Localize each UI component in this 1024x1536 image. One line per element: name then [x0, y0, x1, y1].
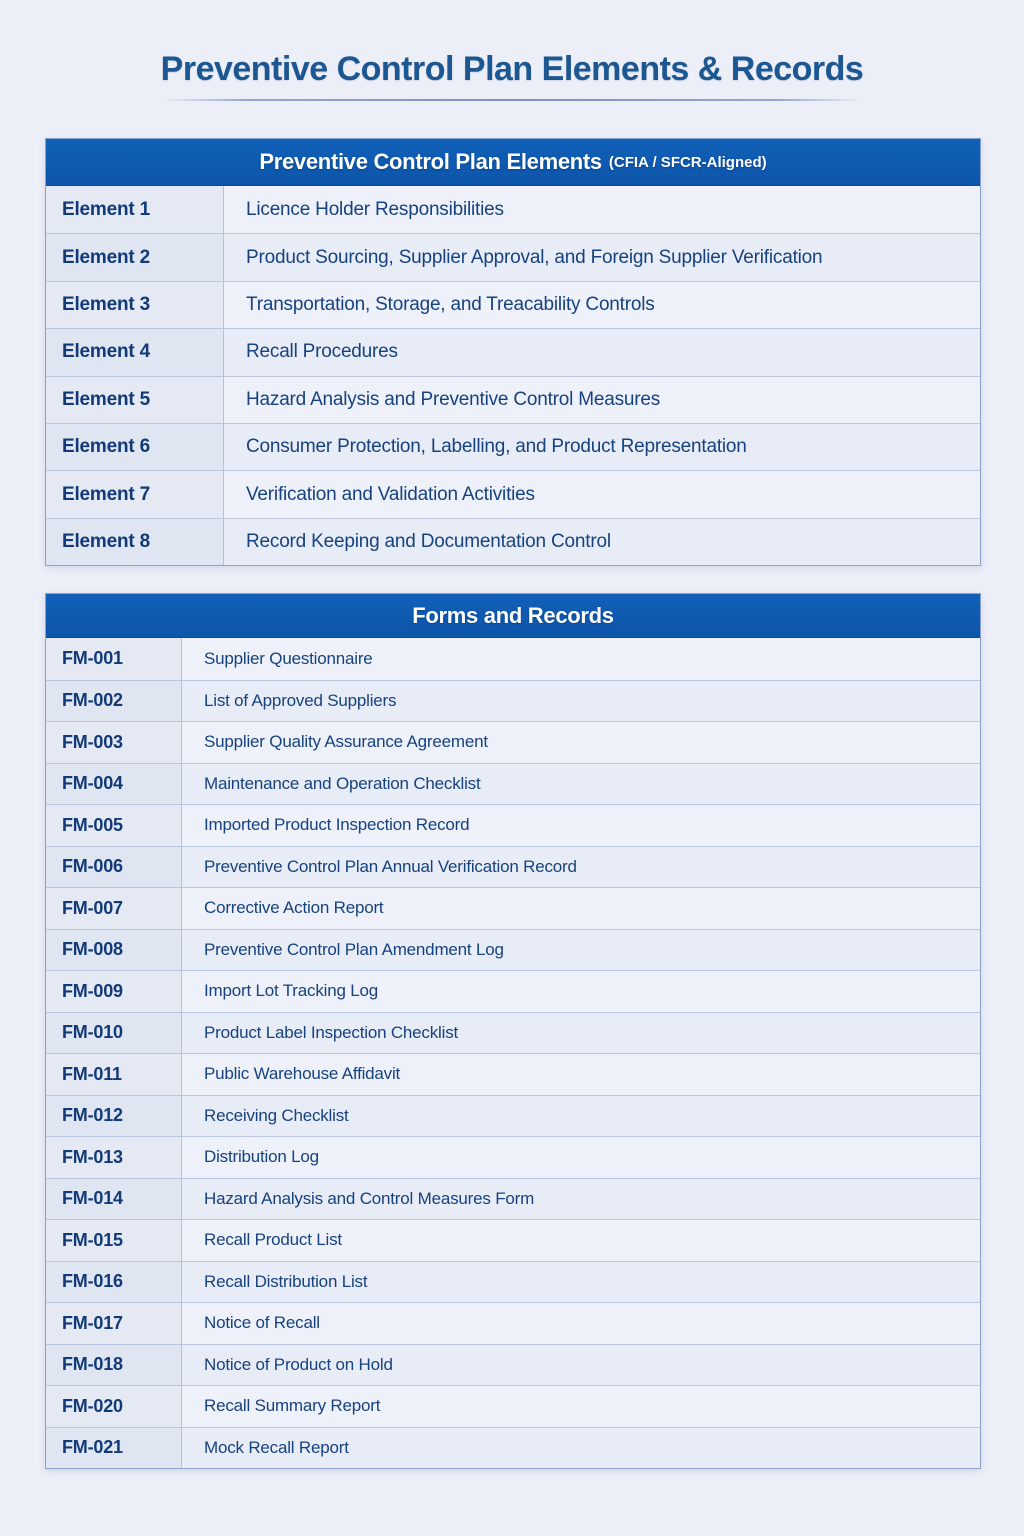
row-label: FM-020: [46, 1386, 182, 1427]
table-row: [46, 1261, 980, 1303]
row-description: Consumer Protection, Labelling, and Product Representation: [224, 424, 980, 470]
table-row: [46, 887, 980, 929]
table-row: [46, 1427, 980, 1469]
table-row: [46, 376, 980, 423]
row-label: FM-012: [46, 1096, 182, 1137]
row-label: Element 7: [46, 471, 224, 517]
row-label: FM-021: [46, 1428, 182, 1469]
row-description: Import Lot Tracking Log: [182, 971, 980, 1012]
elements-table-title: Preventive Control Plan Elements: [259, 149, 602, 174]
row-description: Preventive Control Plan Amendment Log: [182, 930, 980, 971]
row-label: Element 6: [46, 424, 224, 470]
table-row: [46, 763, 980, 805]
table-row: [46, 680, 980, 722]
row-label: Element 5: [46, 377, 224, 423]
row-label: FM-007: [46, 888, 182, 929]
row-description: Hazard Analysis and Control Measures Form: [182, 1179, 980, 1220]
table-row: [46, 638, 980, 680]
row-description: List of Approved Suppliers: [182, 681, 980, 722]
row-description: Public Warehouse Affidavit: [182, 1054, 980, 1095]
table-row: [46, 804, 980, 846]
row-description: Product Sourcing, Supplier Approval, and Foreign Supplier Verification: [224, 234, 980, 280]
table-row: [46, 423, 980, 470]
table-row: [46, 1012, 980, 1054]
table-row: [46, 518, 980, 565]
row-description: Imported Product Inspection Record: [182, 805, 980, 846]
row-description: Notice of Product on Hold: [182, 1345, 980, 1386]
elements-table-subtitle: (CFIA / SFCR-Aligned): [608, 153, 767, 171]
row-label: FM-003: [46, 722, 182, 763]
row-label: Element 1: [46, 186, 224, 233]
row-description: Transportation, Storage, and Treacability Controls: [224, 282, 980, 328]
row-label: FM-011: [46, 1054, 182, 1095]
elements-table: [45, 138, 981, 566]
row-label: FM-013: [46, 1137, 182, 1178]
row-description: Distribution Log: [182, 1137, 980, 1178]
table-row: [46, 1095, 980, 1137]
row-label: FM-010: [46, 1013, 182, 1054]
row-label: FM-002: [46, 681, 182, 722]
row-label: FM-009: [46, 971, 182, 1012]
row-description: Preventive Control Plan Annual Verification Record: [182, 847, 980, 888]
table-row: [46, 1385, 980, 1427]
row-label: FM-004: [46, 764, 182, 805]
row-description: Notice of Recall: [182, 1303, 980, 1344]
row-description: Corrective Action Report: [182, 888, 980, 929]
row-label: FM-018: [46, 1345, 182, 1386]
title-divider: [162, 99, 862, 101]
row-description: Mock Recall Report: [182, 1428, 980, 1469]
row-label: FM-016: [46, 1262, 182, 1303]
table-row: [46, 1178, 980, 1220]
row-label: FM-017: [46, 1303, 182, 1344]
row-description: Recall Summary Report: [182, 1386, 980, 1427]
table-row: [46, 328, 980, 375]
row-description: Licence Holder Responsibilities: [224, 186, 980, 233]
table-row: [46, 470, 980, 517]
row-description: Record Keeping and Documentation Control: [224, 519, 980, 565]
row-label: Element 8: [46, 519, 224, 565]
row-label: FM-005: [46, 805, 182, 846]
row-label: Element 2: [46, 234, 224, 280]
row-description: Supplier Quality Assurance Agreement: [182, 722, 980, 763]
row-description: Hazard Analysis and Preventive Control Measures: [224, 377, 980, 423]
forms-table: [45, 593, 981, 1469]
elements-table-body: [46, 186, 980, 565]
table-row: [46, 1136, 980, 1178]
forms-table-body: [46, 638, 980, 1468]
table-row: [46, 1219, 980, 1261]
row-label: FM-006: [46, 847, 182, 888]
table-row: [46, 186, 980, 233]
row-description: Receiving Checklist: [182, 1096, 980, 1137]
forms-table-title: Forms and Records: [412, 602, 614, 628]
row-description: Recall Product List: [182, 1220, 980, 1261]
table-row: [46, 281, 980, 328]
row-description: Maintenance and Operation Checklist: [182, 764, 980, 805]
row-description: Supplier Questionnaire: [182, 638, 980, 680]
table-row: [46, 721, 980, 763]
row-label: FM-015: [46, 1220, 182, 1261]
table-row: [46, 233, 980, 280]
row-description: Recall Procedures: [224, 329, 980, 375]
row-label: FM-008: [46, 930, 182, 971]
table-row: [46, 1344, 980, 1386]
row-label: FM-001: [46, 638, 182, 680]
row-label: Element 3: [46, 282, 224, 328]
table-row: [46, 1053, 980, 1095]
page-title: Preventive Control Plan Elements & Records: [160, 50, 864, 88]
row-description: Recall Distribution List: [182, 1262, 980, 1303]
table-row: [46, 846, 980, 888]
table-row: [46, 929, 980, 971]
forms-table-header: [46, 594, 980, 638]
table-row: [46, 1302, 980, 1344]
row-label: FM-014: [46, 1179, 182, 1220]
row-description: Verification and Validation Activities: [224, 471, 980, 517]
row-label: Element 4: [46, 329, 224, 375]
table-row: [46, 970, 980, 1012]
elements-table-header: [46, 139, 980, 186]
row-description: Product Label Inspection Checklist: [182, 1013, 980, 1054]
